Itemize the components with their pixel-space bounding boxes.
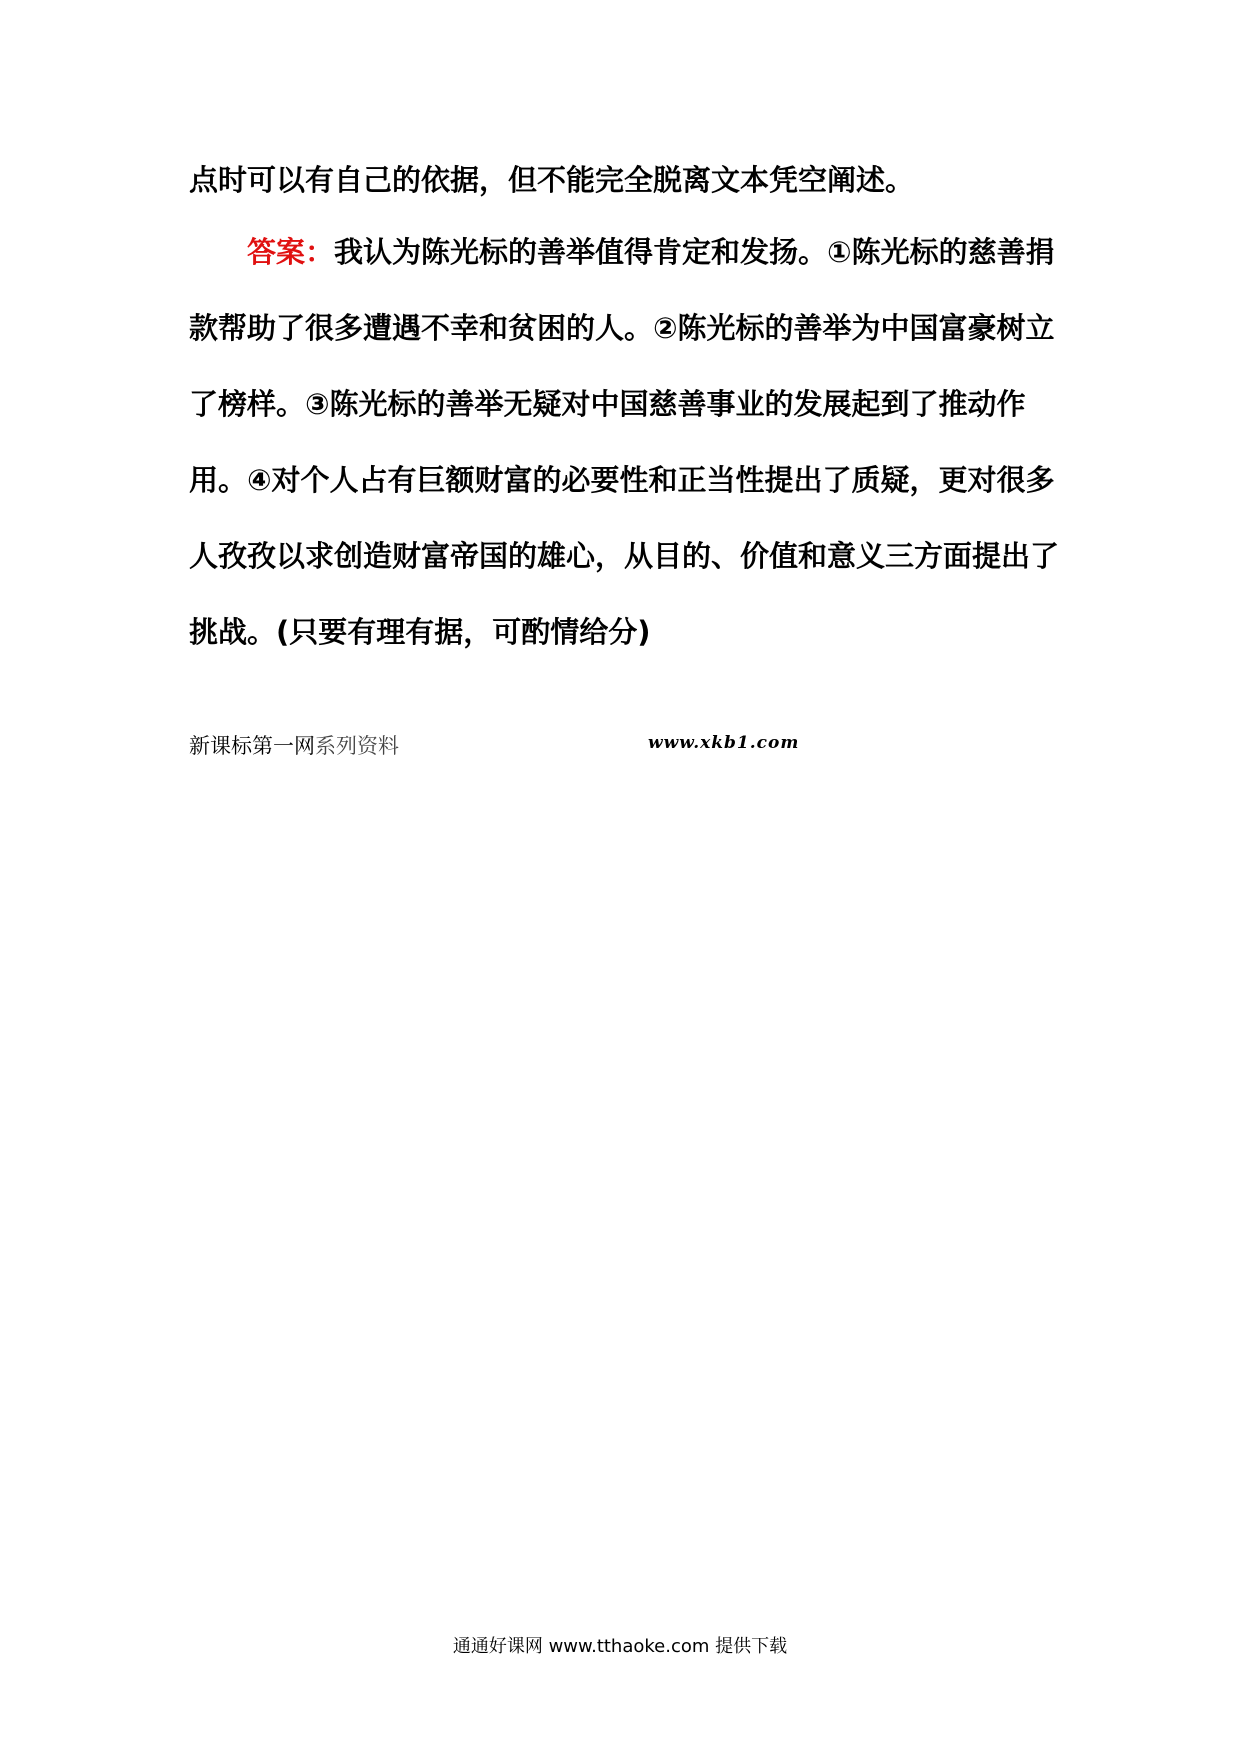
- series-main: 新课标第一网: [189, 734, 315, 758]
- answer-line-2: 款帮助了很多遭遇不幸和贫困的人。②陈光标的善举为中国富豪树立: [189, 311, 1055, 345]
- answer-line-6: 挑战。(只要有理有据，可酌情给分): [189, 615, 651, 649]
- series-suffix: 系列资料: [315, 734, 399, 758]
- answer-line-4: 用。④对个人占有巨额财富的必要性和正当性提出了质疑，更对很多: [189, 463, 1055, 497]
- answer-block: [189, 214, 1069, 670]
- bottom-credit: 通通好课网 www.tthaoke.com 提供下载: [452, 1636, 788, 1657]
- footer-series-label: [189, 730, 399, 760]
- answer-line-3: 了榜样。③陈光标的善举无疑对中国慈善事业的发展起到了推动作: [189, 387, 1026, 421]
- footer-url-link[interactable]: www.xkb1.com: [648, 733, 800, 753]
- paragraph-tail: 点时可以有自己的依据，但不能完全脱离文本凭空阐述。: [189, 163, 915, 197]
- answer-line-5: 人孜孜以求创造财富帝国的雄心，从目的、价值和意义三方面提出了: [189, 539, 1060, 573]
- answer-line-1: [189, 214, 1069, 290]
- answer-label: 答案：: [247, 235, 335, 269]
- answer-text-1: 我认为陈光标的善举值得肯定和发扬。①陈光标的慈善捐: [334, 235, 1055, 269]
